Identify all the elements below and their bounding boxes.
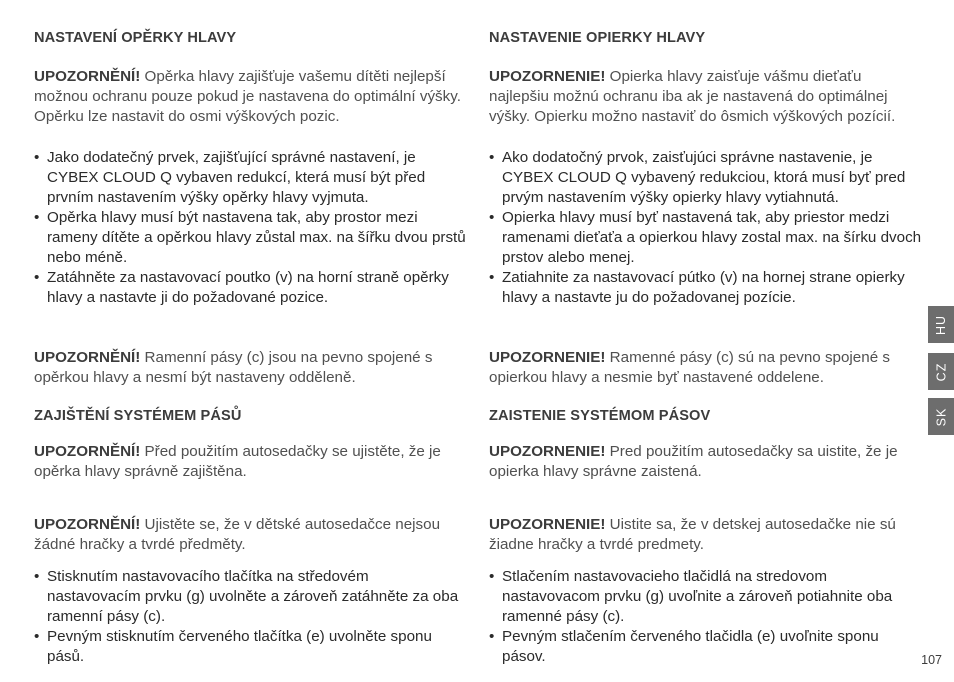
list-item: • Pevným stlačením červeného tlačidla (e) uvoľnite sponu pásov. — [489, 627, 923, 667]
language-tab-label: HU — [934, 314, 948, 335]
language-tab-label: CZ — [933, 362, 948, 381]
warning-text: Uistite sa, že v detskej autosedačke nie sú žiadne hračky a tvrdé predmety. — [489, 516, 896, 553]
section-heading-belt-system: ZAJIŠTĚNÍ SYSTÉMEM PÁSŮ — [34, 408, 242, 424]
page-number: 107 — [921, 653, 942, 667]
language-tab-cz[interactable] — [928, 353, 954, 390]
warning-paragraph — [34, 515, 466, 555]
language-tab-sk[interactable] — [928, 398, 954, 435]
warning-text: Ramenní pásy (c) jsou na pevno spojené s opěrkou hlavy a nesmí být nastaveny odděleně. — [34, 349, 433, 386]
warning-paragraph — [34, 67, 466, 127]
warning-label: UPOZORNĚNÍ! — [34, 68, 141, 85]
list-item: • Zatáhněte za nastavovací poutko (v) na horní straně opěrky hlavy a nastavte ji do požadované pozice. — [34, 268, 466, 308]
warning-text: Opěrka hlavy zajišťuje vašemu dítěti nejlepší možnou ochranu pouze pokud je nastavena do optimální výšky. Opěrku lze nastavit do osmi výškových pozic. — [34, 68, 461, 125]
warning-paragraph — [489, 442, 923, 482]
warning-paragraph — [34, 442, 466, 482]
warning-paragraph — [489, 348, 923, 388]
warning-text: Ramenné pásy (c) sú na pevno spojené s opierkou hlavy a nesmie byť nastavené oddelene. — [489, 349, 890, 386]
warning-label: UPOZORNENIE! — [489, 443, 606, 460]
list-item: • Pevným stisknutím červeného tlačítka (e) uvolněte sponu pásů. — [34, 627, 466, 667]
list-item: • Stlačením nastavovacieho tlačidlá na stredovom nastavovacom prvku (g) uvoľnite a zároveň potiahnite oba ramenné pásy (c). — [489, 567, 923, 627]
warning-label: UPOZORNENIE! — [489, 68, 606, 85]
warning-text: Před použitím autosedačky se ujistěte, že je opěrka hlavy správně zajištěna. — [34, 443, 441, 480]
warning-text: Opierka hlavy zaisťuje vášmu dieťaťu najlepšiu možnú ochranu iba ak je nastavená do optimálnej výšky. Opierku možno nastaviť do ôsmich výškových pozícií. — [489, 68, 896, 125]
list-item: • Stisknutím nastavovacího tlačítka na středovém nastavovacím prvku (g) uvolněte a zároveň zatáhněte za oba ramenní pásy (c). — [34, 567, 466, 627]
section-heading-belt-system: ZAISTENIE SYSTÉMOM PÁSOV — [489, 408, 711, 424]
warning-text: Ujistěte se, že v dětské autosedačce nejsou žádné hračky a tvrdé předměty. — [34, 516, 441, 553]
warning-text: Pred použitím autosedačky sa uistite, že je opierka hlavy správne zaistená. — [489, 443, 898, 480]
warning-paragraph — [34, 348, 466, 388]
warning-label: UPOZORNĚNÍ! — [34, 516, 141, 533]
warning-label: UPOZORNENIE! — [489, 516, 606, 533]
bullet-list — [489, 148, 923, 308]
section-heading-headrest-adjustment: NASTAVENIE OPIERKY HLAVY — [489, 30, 706, 46]
list-item: • Opěrka hlavy musí být nastavena tak, aby prostor mezi rameny dítěte a opěrkou hlavy zůstal max. na šířku dvou prstů nebo méně. — [34, 208, 466, 268]
bullet-list — [34, 567, 466, 667]
language-tab-hu[interactable] — [928, 306, 954, 343]
warning-label: UPOZORNENIE! — [489, 349, 606, 366]
warning-paragraph — [489, 515, 923, 555]
list-item: • Ako dodatočný prvok, zaisťujúci správne nastavenie, je CYBEX CLOUD Q vybavený redukciou, ktorá musí byť pred prvým nastavením výšky opierky hlavy vytiahnutá. — [489, 148, 923, 208]
list-item: • Zatiahnite za nastavovací pútko (v) na hornej strane opierky hlavy a nastavte ju do požadovanej pozície. — [489, 268, 923, 308]
warning-label: UPOZORNĚNÍ! — [34, 443, 141, 460]
list-item: • Jako dodatečný prvek, zajišťující správné nastavení, je CYBEX CLOUD Q vybaven redukcí, která musí být před prvním nastavením výšky opěrky hlavy vyjmuta. — [34, 148, 466, 208]
bullet-list — [34, 148, 466, 308]
bullet-list — [489, 567, 923, 667]
section-heading-headrest-adjustment: NASTAVENÍ OPĚRKY HLAVY — [34, 30, 237, 46]
warning-label: UPOZORNĚNÍ! — [34, 349, 141, 366]
warning-paragraph — [489, 67, 923, 127]
list-item: • Opierka hlavy musí byť nastavená tak, aby priestor medzi ramenami dieťaťa a opierkou hlavy zostal max. na šírku dvoch prstov alebo menej. — [489, 208, 923, 268]
language-tab-label: SK — [934, 407, 948, 426]
